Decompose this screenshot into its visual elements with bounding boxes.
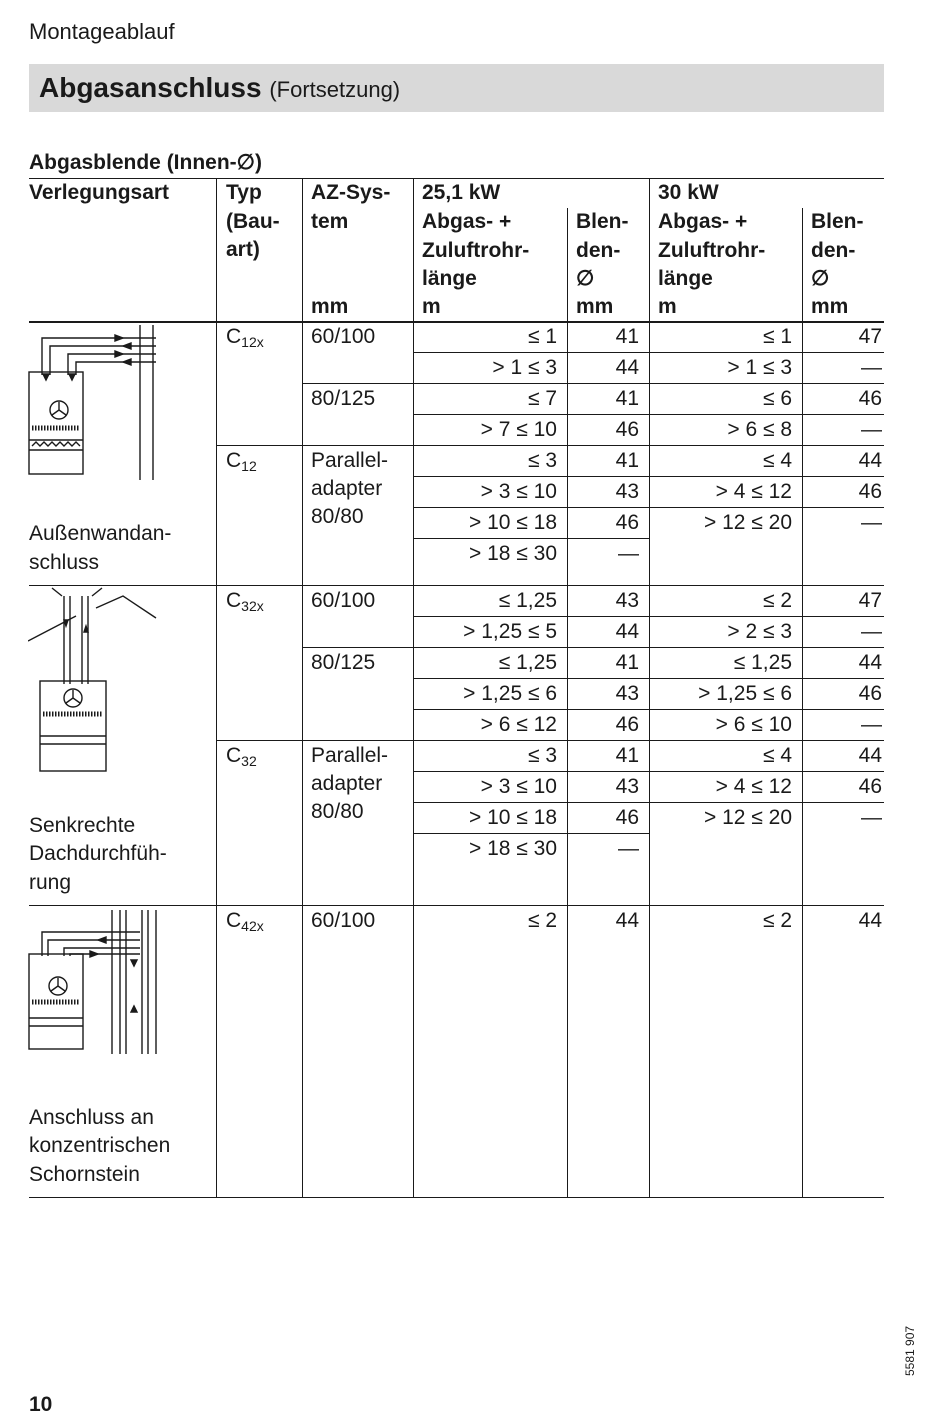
length-30kw: ≤ 1,25 — [733, 651, 792, 674]
length-25kw: ≤ 3 — [527, 449, 557, 472]
col-divider — [649, 905, 650, 1197]
length-30kw: > 2 ≤ 3 — [727, 620, 792, 643]
orifice-30kw: 46 — [858, 387, 882, 410]
installation-type-label: Außenwandan- schluss — [29, 522, 172, 574]
length-25kw: ≤ 1,25 — [498, 651, 557, 674]
orifice-25kw: 41 — [615, 449, 639, 472]
length-25kw: > 18 ≤ 30 — [468, 542, 557, 565]
col-divider — [413, 905, 414, 1197]
orifice-25kw: 41 — [615, 325, 639, 348]
orifice-30kw: — — [861, 511, 882, 534]
header-30kw-orifice-unit: mm — [811, 295, 849, 318]
length-30kw: ≤ 2 — [762, 909, 792, 932]
type-code — [226, 323, 264, 356]
header-bottom-rule — [29, 321, 884, 323]
header-25kw-length: Abgas- + Zuluftrohr- länge — [422, 210, 530, 290]
orifice-30kw: 44 — [858, 651, 882, 674]
section-title-text: Abgasanschluss — [39, 72, 262, 103]
length-30kw: > 4 ≤ 12 — [715, 775, 792, 798]
length-30kw: ≤ 4 — [762, 744, 792, 767]
az-system: 60/100 — [311, 325, 376, 348]
header-col-divider — [302, 179, 303, 321]
header-25kw: 25,1 kW — [422, 181, 501, 204]
header-25kw-orifice: Blen- den- ∅ — [576, 210, 629, 290]
length-30kw: > 12 ≤ 20 — [703, 511, 792, 534]
type-rule — [216, 445, 884, 446]
header-25kw-orifice-unit: mm — [576, 295, 614, 318]
illustration-chimney-connection — [28, 906, 168, 1056]
row-rule — [413, 538, 649, 539]
type-code — [226, 742, 257, 775]
type-code-subscript: 12 — [241, 458, 257, 474]
az-system: 60/100 — [311, 589, 376, 612]
length-25kw: > 3 ≤ 10 — [480, 480, 557, 503]
length-25kw: > 1 ≤ 3 — [492, 356, 557, 379]
col-divider — [302, 321, 303, 585]
az-system: Parallel- adapter 80/80 — [311, 449, 389, 528]
header-30kw-length-unit: m — [658, 295, 677, 318]
orifice-25kw: 46 — [615, 418, 639, 441]
orifice-25kw: 46 — [615, 713, 639, 736]
orifice-25kw: 41 — [615, 651, 639, 674]
header-col-divider — [413, 179, 414, 321]
type-code — [226, 587, 264, 620]
header-az-system: AZ-Sys- tem — [311, 181, 391, 233]
type-code-subscript: 32 — [241, 753, 257, 769]
type-rule — [216, 740, 884, 741]
installation-type-label: Senkrechte Dachdurchfüh- rung — [29, 813, 167, 894]
col-divider — [216, 905, 217, 1197]
type-code-letter: C — [226, 589, 242, 612]
az-system: Parallel- adapter 80/80 — [311, 744, 389, 823]
col-divider — [802, 905, 803, 1197]
col-divider — [567, 321, 568, 585]
type-code-subscript: 12x — [241, 334, 264, 350]
type-code — [226, 907, 264, 940]
col-divider — [302, 905, 303, 1197]
running-head: Montageablauf — [29, 19, 175, 44]
orifice-30kw: — — [861, 620, 882, 643]
table-title: Abgasblende (Innen-∅) — [29, 151, 262, 174]
col-divider — [413, 321, 414, 585]
length-30kw: ≤ 4 — [762, 449, 792, 472]
orifice-30kw: — — [861, 806, 882, 829]
orifice-30kw: 46 — [858, 682, 882, 705]
orifice-30kw: 47 — [858, 325, 882, 348]
col-divider — [802, 585, 803, 905]
type-code-letter: C — [226, 449, 242, 472]
col-divider — [567, 585, 568, 905]
type-code-letter: C — [226, 744, 242, 767]
orifice-25kw: 41 — [615, 744, 639, 767]
length-25kw: ≤ 1 — [527, 325, 557, 348]
group-rule — [29, 1197, 884, 1198]
header-verlegungsart: Verlegungsart — [29, 181, 170, 204]
length-30kw: > 4 ≤ 12 — [715, 480, 792, 503]
col-divider — [302, 585, 303, 905]
orifice-30kw: 44 — [858, 909, 882, 932]
type-code-letter: C — [226, 325, 242, 348]
length-25kw: ≤ 3 — [527, 744, 557, 767]
row-rule — [413, 833, 649, 834]
length-30kw: ≤ 1 — [762, 325, 792, 348]
orifice-30kw: 47 — [858, 589, 882, 612]
illustration-wall-connection — [28, 320, 163, 485]
orifice-30kw: 46 — [858, 480, 882, 503]
az-system: 60/100 — [311, 909, 376, 932]
installation-type-label: Anschluss an konzentrischen Schornstein — [29, 1105, 171, 1186]
section-title — [39, 72, 400, 104]
header-col-divider — [216, 179, 217, 321]
length-25kw: > 3 ≤ 10 — [480, 775, 557, 798]
length-30kw: > 1 ≤ 3 — [727, 356, 792, 379]
col-divider — [567, 905, 568, 1197]
orifice-30kw: 44 — [858, 744, 882, 767]
az-system: 80/125 — [311, 651, 376, 674]
group-rule — [29, 585, 884, 586]
col-divider — [649, 321, 650, 585]
header-col-divider — [802, 208, 803, 321]
length-25kw: > 10 ≤ 18 — [468, 511, 557, 534]
orifice-25kw: 43 — [615, 480, 639, 503]
length-25kw: > 1,25 ≤ 5 — [463, 620, 557, 643]
orifice-25kw: 41 — [615, 387, 639, 410]
header-col-divider — [649, 179, 650, 321]
document-id: 5581 907 — [903, 1325, 917, 1376]
section-subtitle: (Fortsetzung) — [269, 77, 401, 102]
orifice-30kw: 46 — [858, 775, 882, 798]
header-30kw-length: Abgas- + Zuluftrohr- länge — [658, 210, 766, 290]
col-divider — [216, 321, 217, 585]
length-25kw: > 10 ≤ 18 — [468, 806, 557, 829]
header-typ: Typ (Bau- art) — [226, 181, 280, 261]
orifice-30kw: — — [861, 418, 882, 441]
length-25kw: > 1,25 ≤ 6 — [463, 682, 557, 705]
type-code — [226, 447, 257, 480]
section-title-bar — [29, 64, 884, 112]
illustration-roof-penetration — [28, 586, 163, 776]
length-30kw: ≤ 2 — [762, 589, 792, 612]
header-30kw-orifice: Blen- den- ∅ — [811, 210, 864, 290]
length-30kw: > 1,25 ≤ 6 — [698, 682, 792, 705]
orifice-25kw: 46 — [615, 511, 639, 534]
orifice-25kw: 44 — [615, 356, 639, 379]
length-25kw: ≤ 7 — [527, 387, 557, 410]
header-col-divider — [567, 208, 568, 321]
length-25kw: > 7 ≤ 10 — [480, 418, 557, 441]
header-az-unit: mm — [311, 295, 349, 318]
group-rule — [29, 905, 884, 906]
orifice-25kw: 43 — [615, 775, 639, 798]
system-rule — [302, 383, 884, 384]
orifice-30kw: — — [861, 713, 882, 736]
col-divider — [649, 585, 650, 905]
orifice-25kw: — — [618, 542, 639, 565]
type-code-subscript: 32x — [241, 598, 264, 614]
orifice-25kw: 43 — [615, 589, 639, 612]
orifice-25kw: 44 — [615, 620, 639, 643]
page-number: 10 — [29, 1393, 53, 1416]
header-30kw: 30 kW — [658, 181, 719, 204]
length-25kw: ≤ 1,25 — [498, 589, 557, 612]
length-30kw: > 12 ≤ 20 — [703, 806, 792, 829]
header-25kw-length-unit: m — [422, 295, 441, 318]
orifice-25kw: — — [618, 837, 639, 860]
orifice-30kw: — — [861, 356, 882, 379]
length-30kw: ≤ 6 — [762, 387, 792, 410]
length-25kw: ≤ 2 — [527, 909, 557, 932]
length-30kw: > 6 ≤ 8 — [727, 418, 792, 441]
type-code-letter: C — [226, 909, 242, 932]
col-divider — [216, 585, 217, 905]
orifice-25kw: 44 — [615, 909, 639, 932]
length-30kw: > 6 ≤ 10 — [715, 713, 792, 736]
length-25kw: > 6 ≤ 12 — [480, 713, 557, 736]
orifice-30kw: 44 — [858, 449, 882, 472]
az-system: 80/125 — [311, 387, 376, 410]
type-code-subscript: 42x — [241, 918, 264, 934]
orifice-25kw: 43 — [615, 682, 639, 705]
col-divider — [413, 585, 414, 905]
col-divider — [802, 321, 803, 585]
orifice-25kw: 46 — [615, 806, 639, 829]
system-rule — [302, 647, 884, 648]
length-25kw: > 18 ≤ 30 — [468, 837, 557, 860]
